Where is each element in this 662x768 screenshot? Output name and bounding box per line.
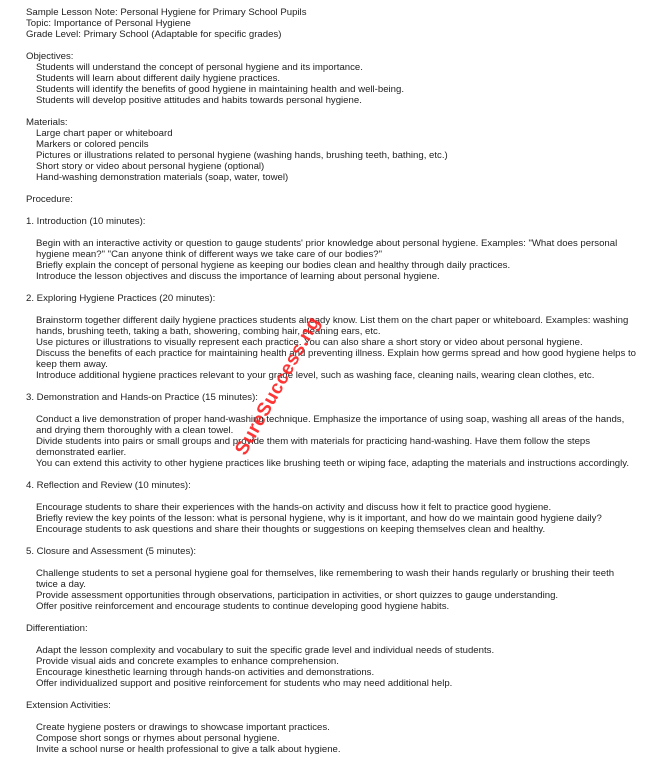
extension-heading: Extension Activities: (26, 700, 111, 711)
differentiation-item: Adapt the lesson complexity and vocabulary to suit the specific grade level and individual needs of students. (36, 645, 495, 656)
step-item: Encourage students to ask questions and share their thoughts or suggestions on keeping themselves clean and healthy. (36, 524, 546, 535)
step-item: Provide assessment opportunities through observations, participation in activities, or short quizzes to gauge understanding. (36, 590, 559, 601)
step-item: Brainstorm together different daily hygiene practices students already know. List them on the chart paper or whiteboard. Examples: washing hands, brushing teeth, taking a bath, showering, combing hair, cleaning ears, etc. (36, 315, 629, 337)
step-title-demonstration: 3. Demonstration and Hands-on Practice (15 minutes): (26, 392, 258, 403)
step-title-reflection: 4. Reflection and Review (10 minutes): (26, 480, 191, 491)
differentiation-item: Encourage kinesthetic learning through hands-on activities and demonstrations. (36, 667, 375, 678)
step-item: Briefly review the key points of the lesson: what is personal hygiene, why is it important, and how do we maintain good hygiene daily? (36, 513, 602, 524)
step-item: Introduce additional hygiene practices relevant to your grade level, such as washing face, cleaning nails, wearing clean clothes, etc. (36, 370, 595, 381)
step-item: Begin with an interactive activity or question to gauge students' prior knowledge about personal hygiene. Examples: "What does personal hygiene mean?" "Can anyone think of different ways we take care of our bodies?" (36, 238, 618, 260)
extension-item: Invite a school nurse or health professional to give a talk about hygiene. (36, 744, 341, 755)
step-item: Discuss the benefits of each practice for maintaining health and preventing illness. Explain how germs spread and how good hygiene helps to keep them away. (36, 348, 636, 370)
objectives-heading: Objectives: (26, 51, 74, 62)
step-item: Use pictures or illustrations to visually represent each practice. You can also share a short story or video about personal hygiene. (36, 337, 583, 348)
material-item: Markers or colored pencils (36, 139, 149, 150)
step-title-introduction: 1. Introduction (10 minutes): (26, 216, 146, 227)
grade-level-line: Grade Level: Primary School (Adaptable for specific grades) (26, 29, 282, 40)
procedure-heading: Procedure: (26, 194, 73, 205)
objective-item: Students will identify the benefits of good hygiene in maintaining health and well-being. (36, 84, 405, 95)
step-item: Encourage students to share their experiences with the hands-on activity and discuss how it felt to practice good hygiene. (36, 502, 552, 513)
watermark: SureSuccess.ng (231, 313, 325, 459)
document-title: Sample Lesson Note: Personal Hygiene for Primary School Pupils (26, 7, 307, 18)
material-item: Hand-washing demonstration materials (soap, water, towel) (36, 172, 289, 183)
step-item: Offer positive reinforcement and encourage students to continue developing good hygiene habits. (36, 601, 450, 612)
step-item: Challenge students to set a personal hygiene goal for themselves, like remembering to wash their hands regularly or brushing their teeth twice a day. (36, 568, 615, 590)
step-item: Conduct a live demonstration of proper hand-washing technique. Emphasize the importance of using soap, washing all areas of the hands, and drying them thoroughly with a clean towel. (36, 414, 625, 436)
step-item: Divide students into pairs or small groups and provide them with materials for practicing hand-washing. Have them follow the steps demonstrated earlier. (36, 436, 591, 458)
extension-item: Compose short songs or rhymes about personal hygiene. (36, 733, 280, 744)
objective-item: Students will develop positive attitudes and habits towards personal hygiene. (36, 95, 362, 106)
material-item: Large chart paper or whiteboard (36, 128, 173, 139)
step-title-closure: 5. Closure and Assessment (5 minutes): (26, 546, 197, 557)
differentiation-heading: Differentiation: (26, 623, 88, 634)
step-item: Briefly explain the concept of personal hygiene as keeping our bodies clean and healthy through daily practices. (36, 260, 511, 271)
extension-item: Create hygiene posters or drawings to showcase important practices. (36, 722, 330, 733)
step-item: You can extend this activity to other hygiene practices like brushing teeth or wiping face, adapting the materials and instructions accordingly. (36, 458, 630, 469)
step-title-exploring: 2. Exploring Hygiene Practices (20 minutes): (26, 293, 216, 304)
material-item: Short story or video about personal hygiene (optional) (36, 161, 265, 172)
step-item: Introduce the lesson objectives and discuss the importance of learning about personal hygiene. (36, 271, 440, 282)
objective-item: Students will learn about different daily hygiene practices. (36, 73, 281, 84)
topic-line: Topic: Importance of Personal Hygiene (26, 18, 191, 29)
differentiation-item: Offer individualized support and positive reinforcement for students who may need additional help. (36, 678, 453, 689)
material-item: Pictures or illustrations related to personal hygiene (washing hands, brushing teeth, bathing, etc.) (36, 150, 448, 161)
lesson-note-document (26, 7, 638, 755)
materials-heading: Materials: (26, 117, 68, 128)
objective-item: Students will understand the concept of personal hygiene and its importance. (36, 62, 363, 73)
differentiation-item: Provide visual aids and concrete examples to enhance comprehension. (36, 656, 339, 667)
